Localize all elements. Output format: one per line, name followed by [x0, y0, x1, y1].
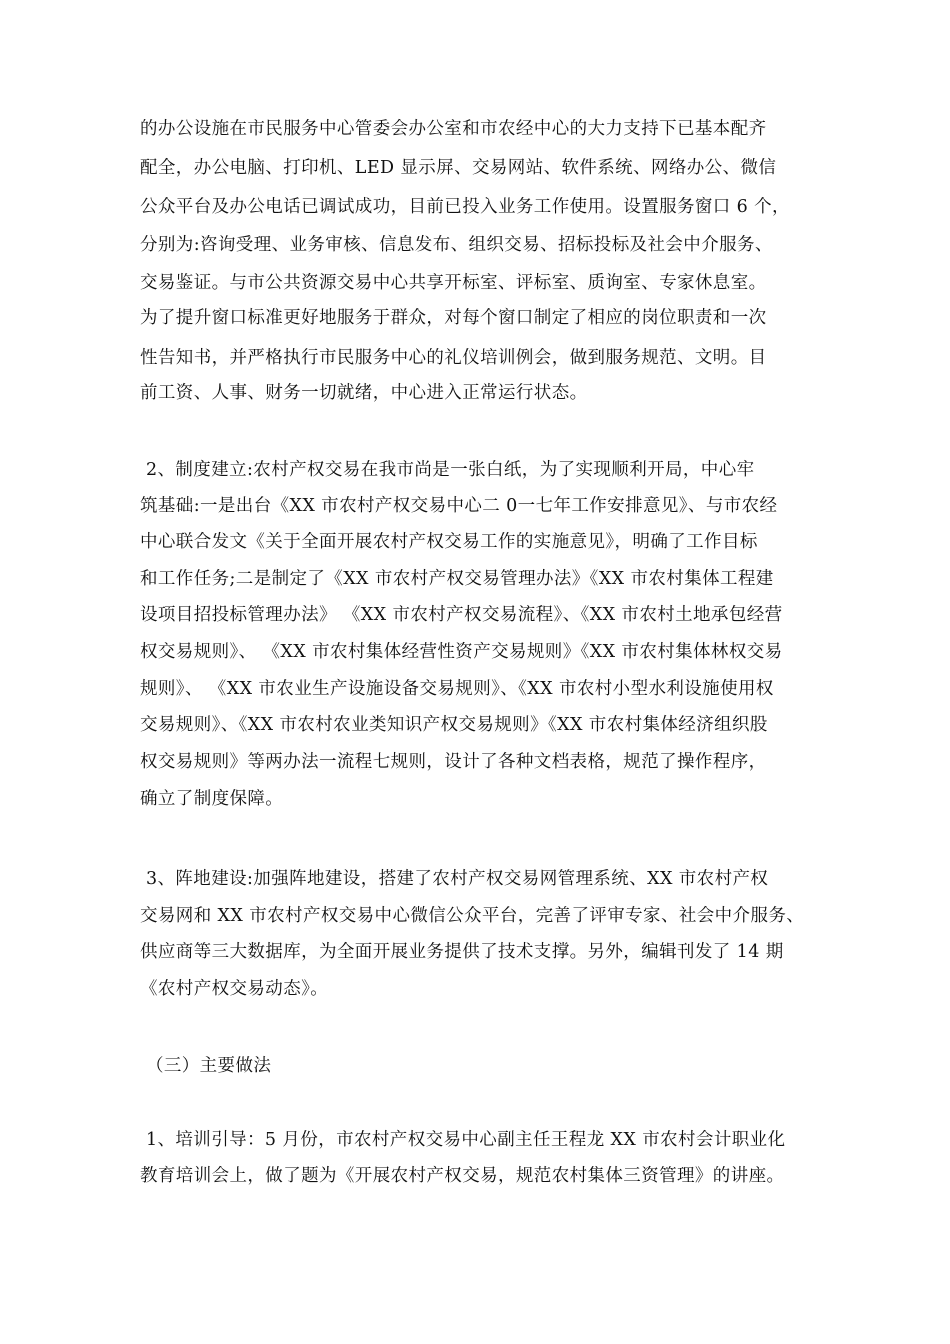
text-line: 1、培训引导：5 月份，市农村产权交易中心副主任王程龙 XX 市农村会计职业化 — [140, 1130, 786, 1150]
text-line: 的办公设施在市民服务中心管委会办公室和市农经中心的大力支持下已基本配齐 — [140, 119, 767, 139]
text-line: 《农村产权交易动态》。 — [140, 979, 329, 999]
section-heading: （三）主要做法 — [140, 1056, 272, 1076]
text-line: 权交易规则》、 《XX 市农村集体经营性资产交易规则》《XX 市农村集体林权交易 — [140, 642, 783, 662]
text-line: 交易鉴证。与市公共资源交易中心共享开标室、评标室、质询室、专家休息室。 — [140, 273, 767, 293]
text-line: 设项目招投标管理办法》 《XX 市农村产权交易流程》、《XX 市农村土地承包经营 — [140, 605, 783, 625]
text-line: 性告知书，并严格执行市民服务中心的礼仪培训例会，做到服务规范、文明。目 — [140, 348, 767, 368]
text-line: 中心联合发文《关于全面开展农村产权交易工作的实施意见》，明确了工作目标 — [140, 532, 758, 552]
text-line: 2、制度建立:农村产权交易在我市尚是一张白纸，为了实现顺利开局，中心牢 — [140, 460, 755, 480]
text-line: 供应商等三大数据库，为全面开展业务提供了技术支撑。另外，编辑刊发了 14 期 — [140, 942, 784, 962]
text-line: 规则》、 《XX 市农业生产设施设备交易规则》、《XX 市农村小型水利设施使用权 — [140, 679, 774, 699]
text-line: 交易规则》、《XX 市农村农业类知识产权交易规则》《XX 市农村集体经济组织股 — [140, 715, 768, 735]
text-line: 教育培训会上，做了题为《开展农村产权交易，规范农村集体三资管理》的讲座。 — [140, 1166, 785, 1186]
text-line: 确立了制度保障。 — [140, 789, 284, 809]
text-line: 为了提升窗口标准更好地服务于群众，对每个窗口制定了相应的岗位职责和一次 — [140, 308, 767, 328]
text-line: 3、阵地建设:加强阵地建设，搭建了农村产权交易网管理系统、XX 市农村产权 — [140, 869, 769, 889]
text-line: 前工资、人事、财务一切就绪，中心进入正常运行状态。 — [140, 383, 588, 403]
text-line: 分别为:咨询受理、业务审核、信息发布、组织交易、招标投标及社会中介服务、 — [140, 235, 773, 255]
text-line: 筑基础:一是出台《XX 市农村产权交易中心二 0一七年工作安排意见》、与市农经 — [140, 496, 778, 516]
text-line: 公众平台及办公电话已调试成功，目前已投入业务工作使用。设置服务窗口 6 个， — [140, 197, 790, 217]
text-line: 和工作任务;二是制定了《XX 市农村产权交易管理办法》《XX 市农村集体工程建 — [140, 569, 774, 589]
text-line: 配全，办公电脑、打印机、LED 显示屏、交易网站、软件系统、网络办公、微信 — [140, 158, 777, 178]
text-line: 交易网和 XX 市农村产权交易中心微信公众平台，完善了评审专家、社会中介服务、 — [140, 906, 805, 926]
text-line: 权交易规则》等两办法一流程七规则，设计了各种文档表格，规范了操作程序， — [140, 752, 767, 772]
